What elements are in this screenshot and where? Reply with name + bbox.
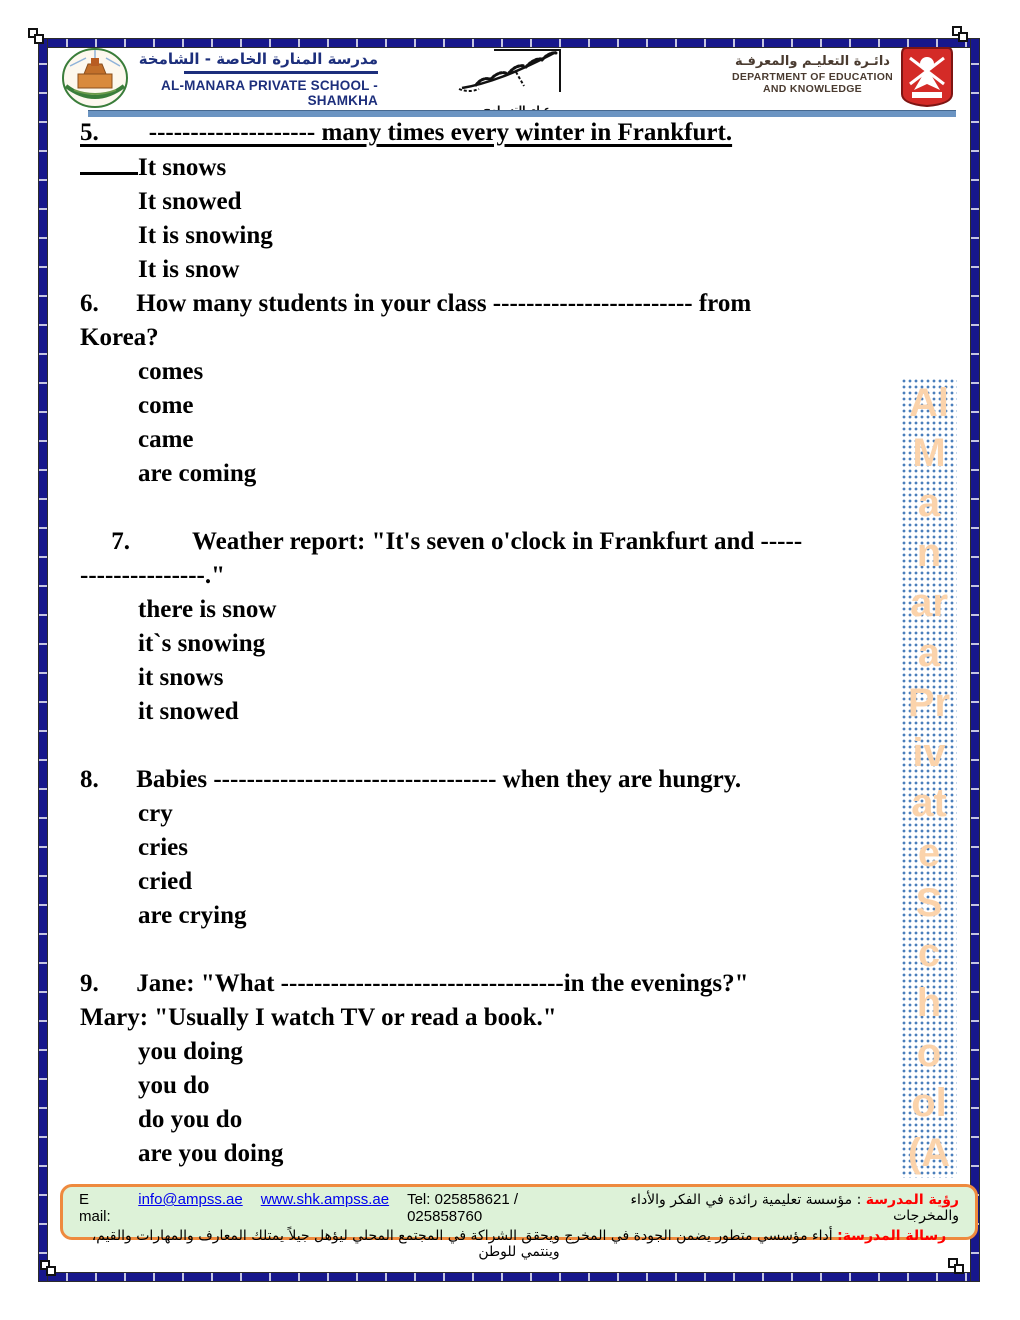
watermark-letter: e	[917, 831, 941, 875]
question-spacer	[80, 933, 960, 967]
watermark-letter: at	[911, 781, 947, 825]
abu-dhabi-emblem-icon	[900, 44, 954, 113]
answer-option[interactable]	[80, 150, 960, 185]
answer-option-label: cries	[138, 834, 188, 861]
school-vision	[578, 1192, 959, 1224]
answer-option-label: it snowed	[138, 698, 239, 725]
adek-name-block	[730, 54, 895, 95]
answer-option-label: do you do	[138, 1106, 243, 1133]
answer-option[interactable]	[80, 457, 960, 491]
watermark-letter: n	[916, 531, 942, 575]
adek-name-english-2: AND KNOWLEDGE	[763, 83, 862, 95]
email-link[interactable]: info@ampss.ae	[138, 1191, 243, 1208]
watermark-letter: iv	[912, 731, 946, 775]
footer-line-1	[79, 1191, 959, 1225]
frame-corner-ornament	[28, 28, 45, 45]
answer-option-label: cry	[138, 800, 173, 827]
answer-option[interactable]	[80, 661, 960, 695]
question-text-line: Mary: "Usually I watch TV or read a book."	[80, 1004, 557, 1031]
answer-option[interactable]	[80, 695, 960, 729]
question-text-line: 9. Jane: "What ----------------------------------in the evenings?"	[80, 970, 749, 997]
mission-label: رسالة المدرسة:	[837, 1228, 947, 1244]
watermark-letter: a	[917, 481, 941, 525]
answer-option-label: comes	[138, 358, 204, 385]
answer-option[interactable]	[80, 627, 960, 661]
frame-border-left	[38, 38, 48, 1282]
answer-option[interactable]	[80, 865, 960, 899]
answer-option[interactable]	[80, 1103, 960, 1137]
answer-option-label: you do	[138, 1072, 210, 1099]
frame-corner-ornament	[952, 26, 969, 43]
answer-option[interactable]	[80, 355, 960, 389]
answer-option-label: it snows	[138, 664, 224, 691]
answer-option-label: It is snowing	[138, 222, 273, 249]
answer-option[interactable]	[80, 593, 960, 627]
school-name-english: AL-MANARA PRIVATE SCHOOL - SHAMKHA	[161, 78, 378, 108]
question-block	[80, 116, 960, 287]
question-text-line: 5. -------------------- many times every winter in Frankfurt.	[80, 119, 733, 146]
footer-contact-box	[60, 1184, 978, 1260]
watermark-letter: S	[915, 881, 943, 925]
watermark-letter: a	[917, 631, 941, 675]
answer-option-label: It is snow	[138, 256, 240, 283]
tolerance-tree-icon	[456, 44, 578, 102]
answer-option-label: It snows	[138, 154, 227, 181]
answer-option-label: there is snow	[138, 596, 277, 623]
answer-option[interactable]	[80, 899, 960, 933]
answer-option[interactable]	[80, 185, 960, 219]
mission-text: أداء مؤسسي متطور يضمن الجودة في المخرج ويحقق الشراكة في المجتمع المحلي ليؤهل جيلاً يمتلك المعارف والمهارات والقيم، وينتمي للوطن	[91, 1228, 833, 1260]
school-crest-logo	[60, 46, 130, 117]
question-block	[80, 967, 960, 1171]
question-text-line: 8. Babies ---------------------------------- when they are hungry.	[80, 766, 742, 793]
questions-list	[80, 116, 960, 1171]
watermark-letter: c	[917, 931, 941, 975]
answer-option-label: came	[138, 426, 194, 453]
answer-option[interactable]	[80, 253, 960, 287]
frame-border-right	[970, 38, 980, 1282]
answer-option[interactable]	[80, 1035, 960, 1069]
answer-blank-line	[80, 150, 138, 175]
frame-corner-ornament	[40, 1260, 57, 1277]
answer-option-label: cried	[138, 868, 193, 895]
answer-option[interactable]	[80, 1069, 960, 1103]
vision-label: رؤية المدرسة	[865, 1192, 959, 1208]
question-block	[80, 287, 960, 491]
watermark-letter: (A	[907, 1131, 951, 1175]
answer-option[interactable]	[80, 797, 960, 831]
footer-contacts	[79, 1191, 578, 1225]
school-name-block	[132, 50, 378, 108]
year-of-tolerance-logo	[452, 44, 582, 116]
school-name-divider	[184, 71, 378, 74]
answer-option[interactable]	[80, 1137, 960, 1171]
answer-option-label: are you doing	[138, 1140, 284, 1167]
answer-option[interactable]	[80, 219, 960, 253]
vision-text: : مؤسسة تعليمية رائدة في الفكر والأداء والمخرجات	[630, 1192, 959, 1224]
question-text-line: 7. Weather report: "It's seven o'clock in Frankfurt and -----	[80, 528, 803, 555]
email-label: E mail:	[79, 1191, 111, 1225]
adek-name-english-1: DEPARTMENT OF EDUCATION	[731, 71, 894, 83]
answer-option-label: it`s snowing	[138, 630, 266, 657]
answer-option-label: are crying	[138, 902, 247, 929]
question-text-line: Korea?	[80, 324, 159, 351]
question-spacer	[80, 729, 960, 763]
question-text-line: 6. How many students in your class ------------------------ from	[80, 290, 752, 317]
question-spacer	[80, 491, 960, 525]
school-name-arabic: مدرسة المنارة الخاصة - الشامخة	[138, 50, 378, 68]
school-mission	[79, 1228, 959, 1260]
watermark-letter: Pr	[907, 681, 951, 725]
answer-option-label: It snowed	[138, 188, 242, 215]
answer-option-label: are coming	[138, 460, 257, 487]
adek-name-arabic: دائـرة التعليـم والمعرفـة	[735, 54, 890, 69]
question-block	[80, 763, 960, 933]
frame-corner-ornament	[948, 1258, 965, 1275]
answer-option[interactable]	[80, 831, 960, 865]
frame-border-bottom	[38, 1272, 980, 1282]
watermark-letter: ar	[910, 581, 948, 625]
watermark-letter: ol	[911, 1081, 947, 1125]
watermark-letter: h	[916, 981, 942, 1025]
watermark-letter: Al	[909, 381, 949, 425]
question-block	[80, 525, 960, 729]
question-text-line: ---------------."	[80, 562, 226, 589]
answer-option[interactable]	[80, 389, 960, 423]
answer-option[interactable]	[80, 423, 960, 457]
watermark-letter: o	[916, 1031, 942, 1075]
website-link[interactable]: www.shk.ampss.ae	[260, 1191, 390, 1208]
telephone-text: Tel: 025858621 / 025858760	[407, 1191, 519, 1225]
watermark-letter: M	[912, 431, 946, 475]
answer-option-label: you doing	[138, 1038, 243, 1065]
answer-option-label: come	[138, 392, 194, 419]
